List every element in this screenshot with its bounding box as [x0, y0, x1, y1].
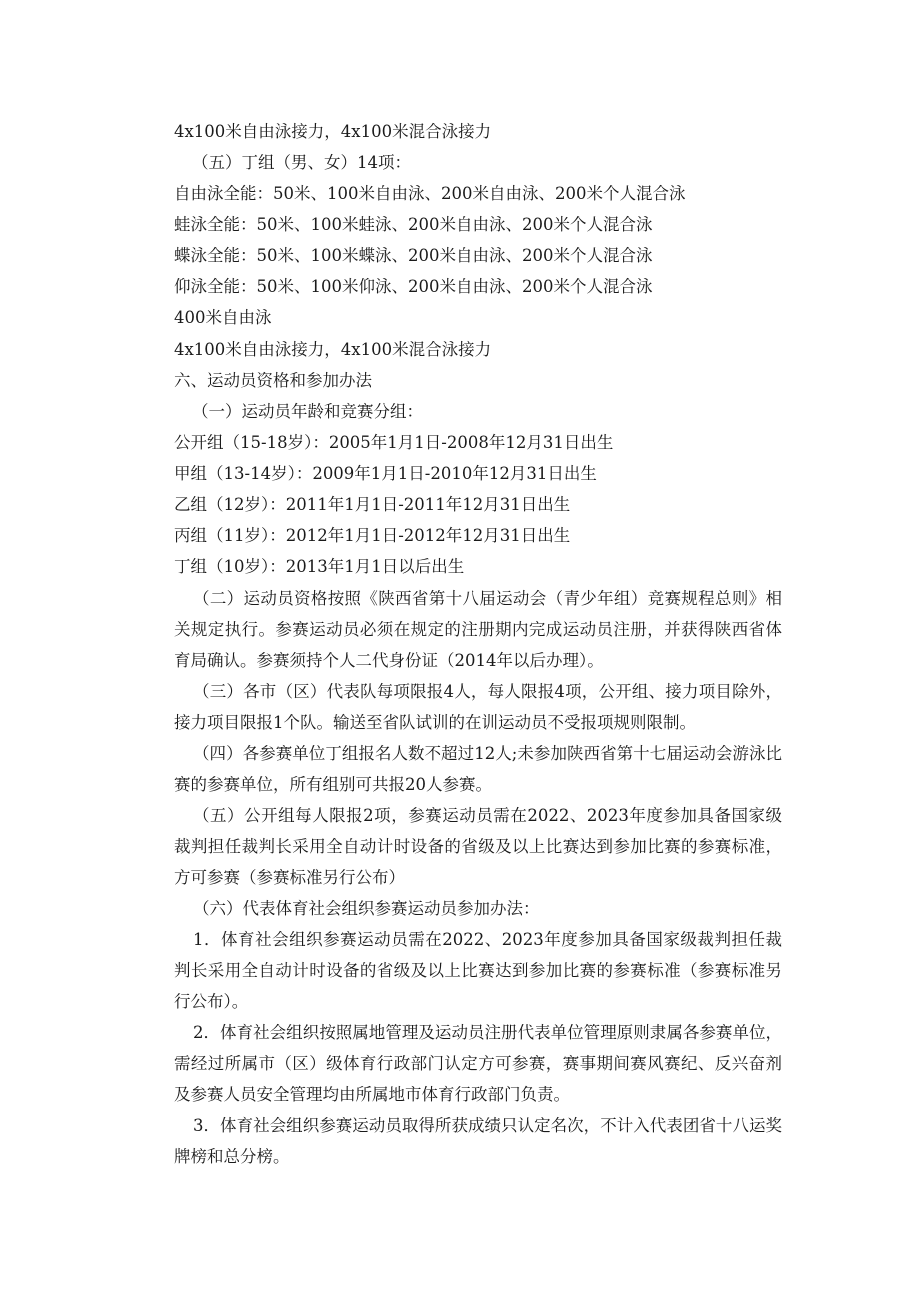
social-org-rule-2: 2．体育社会组织按照属地管理及运动员注册代表单位管理原则隶属各参赛单位，需经过所属市（区）级体育行政部门认定方可参赛，赛事期间赛风赛纪、反兴奋剂及参赛人员安全管理均由所属地市体育行政部门负责。 [174, 1023, 782, 1104]
butterfly-allround-line: 蝶泳全能：50米、100米蝶泳、200米自由泳、200米个人混合泳 [174, 246, 653, 265]
group-d-heading: （五）丁组（男、女）14项： [192, 153, 411, 172]
group-d-line: 丁组（10岁）：2013年1月1日以后出生 [174, 557, 465, 576]
open-group-line: 公开组（15-18岁）：2005年1月1日-2008年12月31日出生 [174, 433, 614, 452]
eligibility-paragraph: （二）运动员资格按照《陕西省第十八届运动会（青少年组）竞赛规程总则》相关规定执行。参赛运动员必须在规定的注册期内完成运动员注册，并获得陕西省体育局确认。参赛须持个人二代身份证（2014年以后办理）。 [174, 589, 782, 670]
freestyle-allround-line: 自由泳全能：50米、100米自由泳、200米自由泳、200米个人混合泳 [174, 184, 686, 203]
breaststroke-allround-line: 蛙泳全能：50米、100米蛙泳、200米自由泳、200米个人混合泳 [174, 215, 653, 234]
relay-events-line: 4x100米自由泳接力，4x100米混合泳接力 [174, 122, 492, 141]
backstroke-allround-line: 仰泳全能：50米、100米仰泳、200米自由泳、200米个人混合泳 [174, 277, 653, 296]
section-six-heading: 六、运动员资格和参加办法 [174, 371, 372, 390]
social-org-rule-1: 1．体育社会组织参赛运动员需在2022、2023年度参加具备国家级裁判担任裁判长采用全自动计时设备的省级及以上比赛达到参加比赛的参赛标准（参赛标准另行公布）。 [174, 930, 782, 1011]
group-d-limit-paragraph: （四）各参赛单位丁组报名人数不超过12人;未参加陕西省第十七届运动会游泳比赛的参赛单位，所有组别可共报20人参赛。 [174, 744, 782, 794]
group-a-line: 甲组（13-14岁）：2009年1月1日-2010年12月31日出生 [174, 464, 597, 483]
social-org-heading: （六）代表体育社会组织参赛运动员参加办法： [193, 899, 540, 918]
age-groups-heading: （一）运动员年龄和竞赛分组： [192, 402, 423, 421]
freestyle-400-line: 400米自由泳 [174, 308, 272, 327]
group-b-line: 乙组（12岁）：2011年1月1日-2011年12月31日出生 [174, 495, 571, 514]
group-c-line: 丙组（11岁）：2012年1月1日-2012年12月31日出生 [174, 526, 571, 545]
entry-limit-paragraph: （三）各市（区）代表队每项限报4人，每人限报4项，公开组、接力项目除外，接力项目限报1个队。输送至省队试训的在训运动员不受报项规则限制。 [174, 682, 782, 732]
social-org-rule-3: 3．体育社会组织参赛运动员取得所获成绩只认定名次，不计入代表团省十八运奖牌榜和总分榜。 [174, 1116, 782, 1166]
open-group-paragraph: （五）公开组每人限报2项，参赛运动员需在2022、2023年度参加具备国家级裁判担任裁判长采用全自动计时设备的省级及以上比赛达到参加比赛的参赛标准，方可参赛（参赛标准另行公布） [174, 806, 782, 887]
relay-events-line-2: 4x100米自由泳接力，4x100米混合泳接力 [174, 340, 492, 359]
